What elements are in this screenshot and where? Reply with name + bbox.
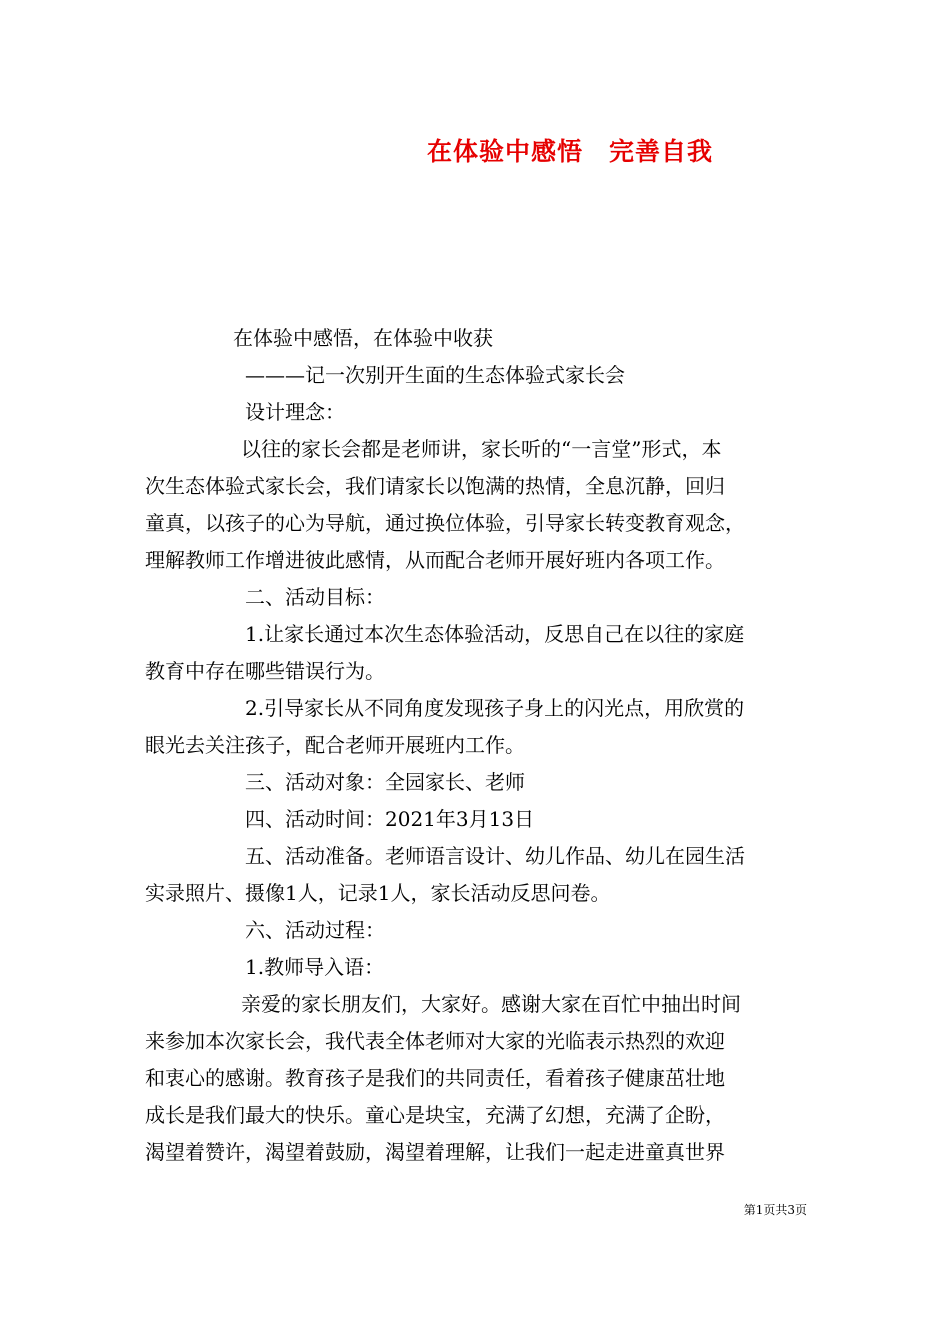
paragraph-line: 次生态体验式家长会，我们请家长以饱满的热情，全息沉静，回归 <box>145 474 725 498</box>
document-title: 在体验中感悟 完善自我 <box>426 137 713 166</box>
section-heading: 四、活动时间：2021年3月13日 <box>245 807 535 831</box>
section-heading: 三、活动对象：全园家长、老师 <box>245 770 525 794</box>
section-heading: 设计理念： <box>245 400 345 424</box>
paragraph-line: 童真，以孩子的心为导航，通过换位体验，引导家长转变教育观念， <box>145 511 745 535</box>
page-number: 第1页共3页 <box>743 1203 807 1217</box>
paragraph-line: 和衷心的感谢。教育孩子是我们的共同责任，看着孩子健康茁壮地 <box>145 1066 725 1090</box>
subtitle-dash-line: ———记一次别开生面的生态体验式家长会 <box>245 363 625 387</box>
paragraph-line: 理解教师工作增进彼此感情，从而配合老师开展好班内各项工作。 <box>145 548 725 572</box>
document-body <box>145 320 815 1171</box>
paragraph-line: 1.让家长通过本次生态体验活动，反思自己在以往的家庭 <box>245 622 745 646</box>
paragraph-line: 以往的家长会都是老师讲，家长听的“一言堂”形式，本 <box>241 437 722 461</box>
paragraph-line: 五、活动准备。老师语言设计、幼儿作品、幼儿在园生活 <box>245 844 745 868</box>
paragraph-line: 来参加本次家长会，我代表全体老师对大家的光临表示热烈的欢迎 <box>145 1029 725 1053</box>
subtitle-line: 在体验中感悟，在体验中收获 <box>233 326 493 350</box>
paragraph-line: 渴望着赞许，渴望着鼓励，渴望着理解，让我们一起走进童真世界 <box>145 1140 725 1164</box>
paragraph-line: 教育中存在哪些错误行为。 <box>145 659 385 683</box>
paragraph-line: 成长是我们最大的快乐。童心是块宝，充满了幻想，充满了企盼， <box>145 1103 725 1127</box>
section-heading: 1.教师导入语： <box>245 955 385 979</box>
section-heading: 六、活动过程： <box>245 918 385 942</box>
section-heading: 二、活动目标： <box>245 585 385 609</box>
paragraph-line: 实录照片、摄像1人，记录1人，家长活动反思问卷。 <box>145 881 611 905</box>
paragraph-line: 亲爱的家长朋友们，大家好。感谢大家在百忙中抽出时间 <box>241 992 741 1016</box>
paragraph-line: 眼光去关注孩子，配合老师开展班内工作。 <box>145 733 525 757</box>
paragraph-line: 2.引导家长从不同角度发现孩子身上的闪光点，用欣赏的 <box>245 696 745 720</box>
